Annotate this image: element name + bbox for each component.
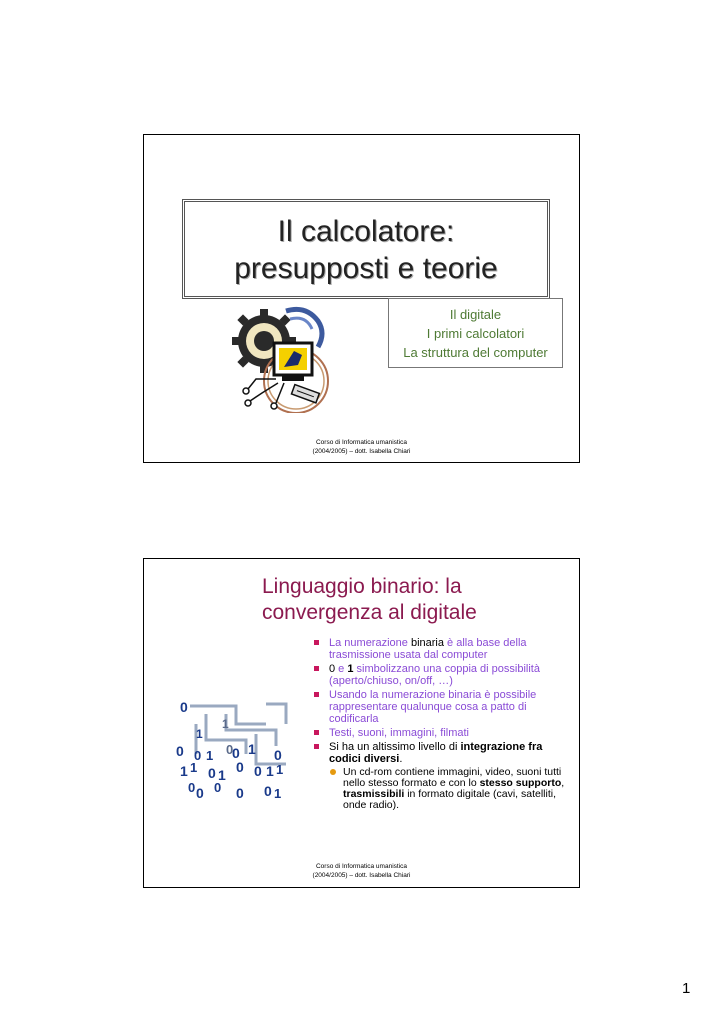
slide-2-footer xyxy=(144,862,579,880)
svg-text:1: 1 xyxy=(248,741,256,757)
svg-text:1: 1 xyxy=(222,717,229,731)
svg-text:0: 0 xyxy=(236,785,244,801)
bullet-text: è alla base della trasmissione usata dal computer xyxy=(329,637,527,661)
computer-gear-clipart xyxy=(226,303,336,413)
bullet-square-icon xyxy=(314,730,319,735)
footer-course: Corso di Informatica umanistica xyxy=(315,439,408,446)
sub-bullet-text: in formato digitale (cavi, satelliti, onde radio). xyxy=(343,788,557,811)
bullet-text: Usando la numerazione binaria è possibile rappresentare qualunque cosa a patto di codificarla xyxy=(329,689,537,725)
svg-text:0: 0 xyxy=(226,742,234,757)
sub-bullet-text: , xyxy=(561,777,565,789)
bullet-text: Si ha un altissimo livello di xyxy=(329,741,461,753)
svg-text:1: 1 xyxy=(206,748,214,763)
svg-text:1: 1 xyxy=(190,760,198,775)
svg-text:1: 1 xyxy=(274,786,282,801)
svg-text:0: 0 xyxy=(274,747,282,763)
bullet-text-zero: 0 xyxy=(329,663,336,675)
sub-bullet-list xyxy=(329,767,572,811)
bullet-text-uno: 1 xyxy=(347,663,354,675)
sub-bullet-text-bold: stesso supporto xyxy=(479,777,562,789)
svg-text:0: 0 xyxy=(264,783,272,799)
slide-2-title-line1: Linguaggio binario: la xyxy=(262,575,462,598)
svg-text:1: 1 xyxy=(266,763,274,779)
footer-author: (2004/2005) – dott. Isabella Chiari xyxy=(312,872,411,879)
bullet-text: e xyxy=(335,663,348,675)
svg-text:1: 1 xyxy=(276,762,284,777)
binary-digits-clipart xyxy=(176,694,296,814)
svg-text:1: 1 xyxy=(218,767,226,783)
svg-text:0: 0 xyxy=(176,743,184,759)
slide-2-title-line2: convergenza al digitale xyxy=(262,601,477,624)
svg-text:0: 0 xyxy=(208,765,216,781)
slide-1-title-line1: Il calcolatore: xyxy=(277,215,455,248)
svg-text:0: 0 xyxy=(254,763,262,779)
sub-bullet-text-bold: trasmissibili xyxy=(343,788,405,800)
bullet-square-icon xyxy=(314,744,319,749)
page-number: 1 xyxy=(682,980,691,997)
bullet-text: La numerazione xyxy=(329,637,411,649)
sub-bullet-cdrom xyxy=(329,767,572,811)
bullet-text-bold: integrazione fra codici diversi xyxy=(329,741,543,765)
bullet-text: Testi, suoni, immagini, filmati xyxy=(329,727,469,739)
slide-1-title-box xyxy=(182,199,550,299)
slide-1-footer xyxy=(144,438,579,456)
bullet-text: simbolizzano una coppia di possibilità (aperto/chiuso, on/off, …) xyxy=(329,663,540,687)
slide-1 xyxy=(143,134,580,463)
slide-2-bullet-list xyxy=(312,637,572,813)
svg-text:0: 0 xyxy=(188,780,196,795)
bullet-codificarla xyxy=(312,689,572,725)
slide-1-subtitle-box xyxy=(388,298,563,368)
bullet-square-icon xyxy=(314,692,319,697)
bullet-zero-uno xyxy=(312,663,572,687)
bullet-dot-icon xyxy=(330,769,336,775)
slide-2-title xyxy=(262,574,562,626)
bullet-text: . xyxy=(399,753,403,765)
svg-text:0: 0 xyxy=(180,699,188,715)
subtitle-item-primi-calcolatori: I primi calcolatori xyxy=(426,326,525,341)
footer-author: (2004/2005) – dott. Isabella Chiari xyxy=(312,448,411,455)
svg-text:1: 1 xyxy=(180,763,188,779)
svg-text:0: 0 xyxy=(214,780,222,795)
bullet-numerazione xyxy=(312,637,572,661)
footer-course: Corso di Informatica umanistica xyxy=(315,863,408,870)
bullet-integrazione xyxy=(312,741,572,811)
bullet-square-icon xyxy=(314,640,319,645)
subtitle-item-digitale: Il digitale xyxy=(449,307,502,322)
svg-text:0: 0 xyxy=(196,785,204,801)
bullet-media xyxy=(312,727,572,739)
svg-text:0: 0 xyxy=(236,759,244,775)
slide-2 xyxy=(143,558,580,888)
bullet-square-icon xyxy=(314,666,319,671)
bullet-text-binaria: binaria xyxy=(410,637,444,649)
sub-bullet-text: Un cd-rom contiene immagini, video, suoni tutti nello stesso formato e con lo xyxy=(343,766,562,789)
subtitle-item-struttura: La struttura del computer xyxy=(403,345,548,360)
svg-text:1: 1 xyxy=(196,727,203,741)
slide-1-title-line2: presupposti e teorie xyxy=(234,252,498,285)
svg-text:0: 0 xyxy=(232,745,240,761)
svg-text:0: 0 xyxy=(194,748,202,763)
